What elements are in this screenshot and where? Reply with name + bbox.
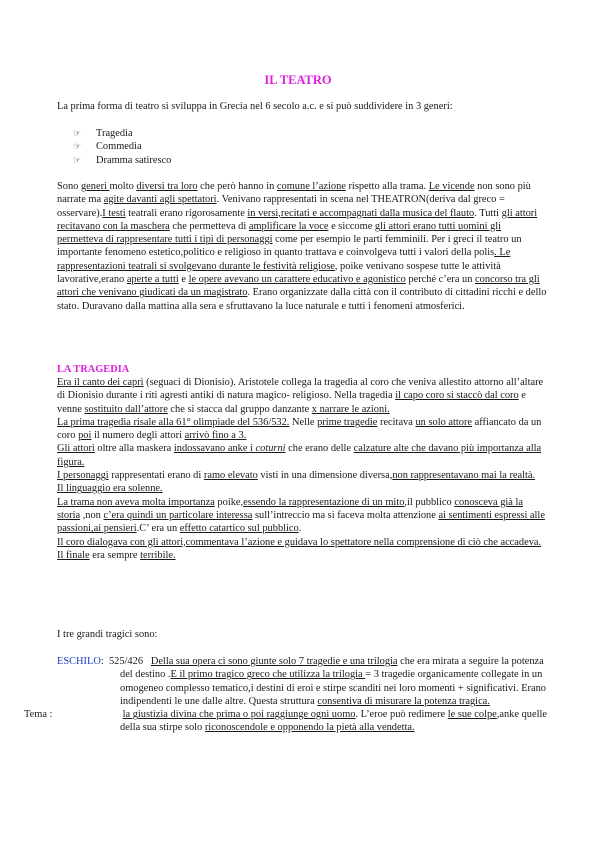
text-run: Il linguaggio era solenne. (57, 483, 163, 495)
text-run: Sono (57, 181, 81, 192)
tragedia-line (57, 549, 547, 562)
tragedia-line (57, 496, 547, 536)
text-run: Nelle (289, 416, 318, 428)
text-run: non sono più narrate ma (57, 181, 531, 206)
text-run: un solo attore (415, 416, 473, 428)
text-run: oltre alla maskera (94, 443, 174, 455)
text-run: concorso tra gli attori che venivano giudicati da un magistrato (57, 274, 540, 299)
list-item: ☞ Dramma satiresco (73, 154, 172, 166)
theatre-description-paragraph (57, 180, 547, 313)
text-run: che permetteva di (169, 220, 249, 232)
text-run: teatrali erano rigorosamente (125, 207, 248, 219)
text-run: consentiva di misurare la potenza tragica. (317, 695, 490, 707)
text-run: , poike venivano sospese tutte le attività lavorative,erano (57, 260, 501, 286)
text-run: I testi (102, 207, 126, 219)
text-run: .C’ era un (136, 523, 180, 535)
text-run: come per esempio le parti femminili. Per i greci il teatro un importante fenomeno estetico,politico e religioso in quanto trattava e coinvolgeva tutti i valori della polis (57, 234, 522, 259)
text-run: era sempre (89, 549, 141, 561)
text-run: . Le rappresentazioni teatrali si svolgevano durante le festività religiose (57, 247, 511, 272)
text-run: rispetto alla trama. (345, 181, 429, 192)
text-run: visti in una dimensione diversa, (257, 470, 393, 482)
text-run: poi (78, 430, 92, 442)
text-run: e (178, 274, 189, 286)
text-run: Era il canto dei capri (57, 377, 144, 388)
text-run: che era mirata a seguire la potenza del destino . (120, 656, 544, 681)
text-run: aperte a tutti (126, 274, 179, 286)
text-run: le sue colpe (447, 709, 497, 721)
hand-pointing-icon: ☞ (73, 128, 82, 138)
tragici-intro: I tre grandi tragici sono: (57, 629, 158, 640)
text-run: Della sua opera ci sono giunte solo 7 tragedie e una trilogia (150, 656, 398, 667)
author-dates: : 525/426 (100, 656, 151, 667)
text-run: essendo la rappresentazione di un mito (243, 496, 405, 508)
text-run: . Tutti (474, 207, 502, 219)
text-run: Gli attori (57, 443, 95, 455)
text-run: ramo elevato (203, 470, 258, 482)
text-run: le opere avevano un carattere educativo e agonistico (188, 274, 406, 286)
text-run: x narrare le azioni. (311, 403, 390, 415)
section-heading-tragedia: LA TRAGEDIA (57, 364, 130, 375)
text-run: poike, (214, 496, 244, 508)
text-run: il numero degli attori (91, 430, 185, 442)
author-name: ESCHILO (57, 656, 101, 667)
text-run: molto (109, 181, 137, 192)
text-run: sostituito dall’attore (84, 403, 168, 415)
text-run: (seguaci di Dionisio). Aristotele collega la tragedia al coro che veniva allestito attorno all’altare di Dionisio durante i riti agresti antiki di natura magico- religioso. Nella tragedia (57, 377, 544, 402)
text-run: la giustizia divina che prima o poi raggiunge ogni uomo (122, 709, 356, 721)
text-run: coturni (255, 443, 286, 455)
text-run: I personaggi (57, 470, 109, 482)
text-run: ,il pubblico (404, 496, 455, 508)
text-run: arrivò fino a 3. (184, 430, 247, 442)
text-run: generi (80, 181, 110, 192)
genre-list (73, 127, 171, 167)
text-run: Il finale (57, 549, 90, 561)
eschilo-text (120, 656, 546, 707)
text-run: il capo coro si staccò dal coro (395, 390, 519, 402)
text-run: conosceva già la storia (57, 496, 524, 521)
text-run: perché c’era un (405, 274, 476, 286)
text-run: non rappresentavano mai la realtà. (392, 470, 536, 482)
text-run: effetto catartico sul pubblico (179, 523, 299, 535)
list-item: ☞ Tragedia (73, 128, 133, 139)
text-run: . Erano organizzate dalla città con il contributo di cittadini ricchi e dello stato. Duravano dalla mattina alla sera e sfruttavano la luce naturale e tutti i fenomeni atmosferici. (57, 287, 547, 312)
eschilo-section (24, 655, 547, 735)
text-run: e venne (57, 390, 526, 415)
text-run: Le vicende (428, 181, 475, 192)
text-run: che però hanno in (197, 181, 277, 192)
tragedia-line (57, 482, 547, 495)
text-run: . L’eroe può redimere (355, 709, 448, 721)
text-run: indossavano anke i (173, 443, 256, 455)
text-run: gli attori recitavano con la maschera (57, 207, 538, 232)
text-run: prime tragedie (317, 416, 378, 428)
text-run: diversi tra loro (136, 181, 198, 192)
text-run: comune l’azione (276, 181, 346, 192)
text-run: agite davanti agli spettatori (103, 194, 217, 206)
text-run: rappresentati erano di (108, 470, 204, 482)
text-run: terribile. (140, 549, 176, 561)
tragedia-line (57, 469, 547, 482)
intro-paragraph: La prima forma di teatro si sviluppa in Grecia nel 6 secolo a.c. e si può suddividere in 3 generi: (57, 101, 453, 112)
text-run: . Venivano rappresentati in scena nel THEATRON(deriva dal greco = osservare). (57, 194, 505, 219)
text-run: recitava (377, 416, 416, 428)
text-run: c’era quindi un particolare interessa (103, 509, 253, 521)
text-run: sull’intreccio ma si faceva molta attenzione (252, 509, 439, 521)
hand-pointing-icon: ☞ (73, 154, 82, 165)
tragedia-line (57, 536, 547, 549)
text-run: ,non (80, 509, 104, 521)
tragedia-line (57, 416, 547, 443)
tragedia-line (57, 376, 547, 416)
text-run: . (298, 523, 302, 535)
eschilo-header (57, 655, 547, 708)
list-item: ☞ Commedia (73, 141, 142, 153)
tragedia-line (57, 442, 547, 469)
text-run: gli attori erano tutti uomini gli permetteva di rappresentare tutti i tipi di personaggi (57, 220, 502, 246)
text-run: amplificare la voce (248, 220, 329, 232)
hand-pointing-icon: ☞ (73, 141, 82, 152)
text-run: che erano delle (285, 443, 354, 455)
text-run: = 3 tragedie organicamente collegate in un omogeneo complesso tematico,i destini di eroi e stirpe scanditi nei loro momenti + significativi. Erano indipendenti le une dalle altre. Questa struttura (120, 669, 547, 707)
tragedia-section (57, 376, 547, 562)
text-run: affiancato da un coro (57, 416, 542, 442)
text-run: in versi,recitati e accompagnati dalla musica del flauto (247, 207, 475, 219)
text-run: ai sentimenti espressi alle passioni,ai pensieri (57, 509, 545, 535)
text-run: calzature alte che davano più importanza alla figura. (57, 443, 542, 468)
text-run: Il coro dialogava con gli attori,commentava l’azione e guidava lo spettatore nella comprensione di ciò che accadeva. (57, 536, 542, 548)
tema-label: Tema : (24, 709, 53, 721)
page-title: IL TEATRO (264, 73, 332, 87)
text-run: riconoscendole e opponendo la pietà alla vendetta. (204, 722, 415, 734)
tema-text (120, 709, 547, 733)
eschilo-tema (24, 708, 547, 735)
text-run: che si stacca dal gruppo danzante (167, 403, 312, 415)
text-run: La trama non aveva molta importanza (57, 496, 215, 508)
text-run: La prima tragedia risale alla 61° olimpiade del 536/532. (57, 416, 290, 428)
text-run: e siccome (328, 220, 375, 232)
text-run: ,anke quelle della sua stirpe solo (120, 709, 547, 734)
text-run: E il primo tragico greco che utilizza la trilogia (170, 669, 366, 681)
